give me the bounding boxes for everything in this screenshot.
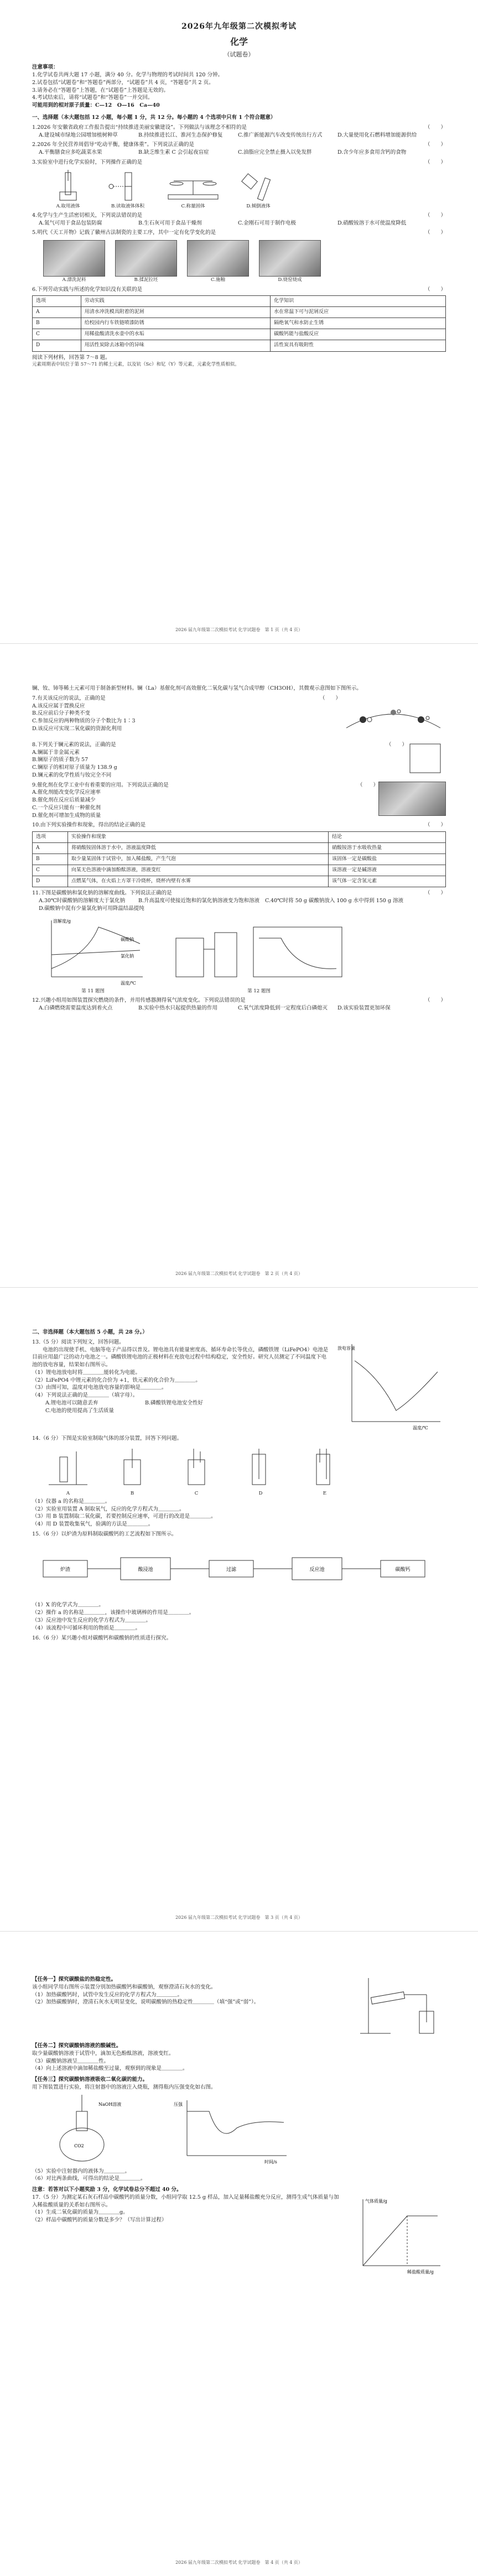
photo-throw-clay: B.揉泥拉坯	[115, 240, 177, 283]
question-7: 7.有关该反应的说法，正确的是 （ ） A.该反应属于置换反应 B.反应前后分子种类不变 C.参加反应的两种物质的分子个数比为 1∶3 D.该反应可实现二氧化碳的资源化利用	[32, 695, 446, 739]
apparatus-b: B	[107, 1446, 157, 1497]
table-header: 化学知识	[271, 296, 446, 307]
option: D.该反应可实现二氧化碳的资源化利用	[32, 725, 122, 732]
figure-pour-liquid: D.倾倒液体	[233, 170, 283, 210]
table-header: 选项	[33, 296, 81, 307]
figure-caption: 第 12 题图	[247, 988, 271, 994]
q13-passage: 电池的出现使手机、电脑等电子产品得以普及。锂电池具有能量密度高、循环寿命长等优点，磷酸铁锂（LiFePO4）电池是目前应用最广泛的动力电池之一。磷酸铁锂电池的正极材料在充放电过程中结构稳定，安全性好。研究人员测定了不同温度下电池的放电容量，结果如右图所示。	[32, 1346, 329, 1368]
option: B.持续推进长江、淮河生态保护修复	[138, 132, 223, 138]
figure-take-liquid: A.取用液体	[43, 170, 93, 210]
option: C.油脂应完全禁止摄入以免发胖	[238, 149, 312, 156]
option: B.生石灰可用于食品干燥剂	[138, 220, 202, 226]
option: C.一个反应只能有一种催化剂	[32, 804, 101, 811]
atomic-mass: 可能用到的相对原子质量：C—12 O—16 Ca—40	[32, 102, 160, 109]
x-axis-label: 温度/℃	[413, 1425, 428, 1430]
page-footer: 2026 届九年级第二次模拟考试 化学试题卷 第 4 页（共 4 页）	[175, 2560, 303, 2565]
sub-question: （4）用 D 装置收集氧气，验满的方法是＿＿＿＿。	[32, 1521, 154, 1528]
x-axis-label: 时间/s	[264, 2159, 277, 2164]
sub-question: （1）X 的化学式为＿＿＿＿。	[32, 1602, 104, 1609]
q10-table	[32, 831, 446, 887]
periodic-table-cell-icon	[407, 741, 446, 777]
figure-weigh-solid: C.称量固体	[163, 170, 224, 210]
curve-label-na2co3: 碳酸钠	[121, 936, 134, 942]
task-2-text: 取少量碳酸钠溶液于试管中，滴加无色酚酞溶液，溶液变红。	[32, 2050, 174, 2057]
option: C.金刚石可用于制作电极	[238, 220, 296, 226]
sub-question: （2）加热碳酸钠时，澄清石灰水无明显变化，说明碳酸钠的热稳定性＿＿＿＿（填“强”或“弱”）。	[32, 1999, 259, 2006]
flow-step: 过滤	[226, 1567, 237, 1573]
reading-material: 元素周期表中钪位于第 57～71 的稀土元素，以及钪（Sc）和钇（Y）等元素，元素化学性质相似。	[32, 362, 240, 368]
sub-question: （2）样品中碳酸钙的质量分数是多少？（写出计算过程）	[32, 2217, 167, 2224]
option: C.40℃时将 50 g 碳酸钠放入 100 g 水中得到 150 g 溶液	[265, 898, 403, 904]
apparatus-a: A	[43, 1446, 93, 1497]
reading-instruction: 阅读下列材料，回答第 7～8 题。	[32, 354, 111, 361]
subject-title: 化学	[230, 37, 248, 48]
question-6: 6.下列劳动实践与所述的化学知识没有关联的是 （ ） 选项 劳动实践 化学知识 A 用清水冲洗模具附着的泥屑 水在常温下可与泥屑反应 B 给校园内行车铁链喷漆防锈 隔绝氧气和水防止生锈 C 用稀盐酸清洗水壶中的水垢 碳酸钙能与盐酸反应 D 用活性炭除去冰箱中的异味 活性炭具有吸附性 阅读下列材料，回答第 7～8 题。 元素周期表中钪位于第 57～71 的稀土元素，以及钪（Sc）和钇（Y）等元素，元素化学性质相似。	[32, 286, 446, 368]
x-axis-label: 温度/℃	[121, 980, 136, 986]
table-header: 劳动实践	[81, 296, 270, 307]
page-footer: 2026 届九年级第二次模拟考试 化学试题卷 第 1 页（共 4 页）	[175, 627, 303, 633]
option: B.升高温度可使接近饱和的氯化钠溶液变为饱和溶液	[138, 898, 260, 904]
task-3-text: 用下图装置进行实验，将注射器中的溶液注入烧瓶，测得瓶内压强变化如右图。	[32, 2084, 216, 2090]
option: A.该反应属于置换反应	[32, 702, 85, 709]
option: D.硝酸铵溶于水可使温度降低	[337, 220, 407, 226]
option: C.推广新能源汽车改变传统出行方式	[238, 132, 323, 138]
table-header: 选项	[33, 832, 68, 843]
sub-question: （6）对比两条曲线，可得出的结论是＿＿＿＿。	[32, 2176, 146, 2182]
option: D.该实验装置更加环保	[337, 1005, 391, 1011]
question-16-intro: 16.（6 分）某兴趣小组对碳酸钙和碳酸钠的性质进行探究。	[32, 1635, 172, 1641]
notice-item: 4.考试结束后，请将“试题卷”和“答题卷”一并交回。	[32, 95, 153, 101]
sub-question: （3）碳酸钠溶液呈＿＿＿＿性。	[32, 2058, 110, 2064]
porcelain-process-photos	[43, 240, 446, 283]
question-13: 13.（5 分）阅读下列短文，回答问题。 电池的出现使手机、电脑等电子产品得以普及。锂电池具有能量密度高、循环寿命长等优点，磷酸铁锂（LiFePO4）电池是目前应用最广泛的动力电池之一。磷酸铁锂电池的正极材料在充放电过程中结构稳定，安全性好。研究人员测定了不同温度下电池的放电容量，结果如右图所示。 （1）锂电池放电时将＿＿＿＿能转化为电能。 （2）LiFePO4 中锂元素的化合价为 +1，铁元素的化合价为＿＿＿＿。 （3）由图可知，温度对电池放电容量的影响是＿＿＿＿。 （4）下列说法正确的是＿＿＿＿（填字母）。 A.锂电池可以随意丢弃 B.磷酸铁锂电池安全性好 C.电池的使用提高了生活质量 放电容量 温度/℃	[32, 1339, 446, 1433]
reaction-micro-diagram	[341, 695, 446, 739]
option: B.实验中热水只起提供热量的作用	[138, 1005, 218, 1011]
table-row: A 将硝酸铵固体溶于水中，溶液温度降低 硝酸铵溶于水吸收热量	[33, 843, 446, 854]
combustion-apparatus	[170, 916, 347, 988]
option: D.含少年应多食用含钙的食物	[337, 149, 407, 156]
sub-question: （1）加热碳酸钙时，试管中发生反应的化学方程式为＿＿＿＿。	[32, 1991, 183, 1998]
q13-capacity-chart	[335, 1339, 446, 1433]
question-4: 4.化学与生产生活密切相关，下列说法错误的是 （ ） A.氮气可用于食品包装防腐 B.生石灰可用于食品干燥剂 C.金刚石可用于制作电极 D.硝酸铵溶于水可使温度降低	[32, 212, 446, 226]
option: A.平衡膳食应多吃蔬菜水果	[39, 149, 102, 156]
task-3-title: 【任务三】探究碳酸钠溶液吸收二氧化碳的能力。	[32, 2077, 148, 2083]
option: A.白磷燃烧需要温度达到着火点	[39, 1005, 113, 1011]
question-12: 12.兴趣小组用如图装置探究燃烧的条件，并用传感器测得氧气浓度变化。下列说法错误的是 （ ） A.白磷燃烧需要温度达到着火点 B.实验中热水只起提供热量的作用 C.氧气浓度降低到一定程度后白磷熄灭 D.该实验装置更加环保	[32, 997, 446, 1011]
curve-label-nacl: 氯化钠	[121, 953, 134, 959]
page-2	[0, 644, 478, 1288]
exam-title: 2026年九年级第二次模拟考试	[181, 22, 297, 31]
option: A.建设城市绿地公园增加植树种草	[39, 132, 118, 138]
task-3-figures	[43, 2095, 446, 2167]
flask-apparatus	[43, 2095, 137, 2167]
table-row: A 用清水冲洗模具附着的泥屑 水在常温下可与泥屑反应	[33, 307, 446, 318]
sub-question: （3）用 B 装置制取二氧化碳，若要控制反应速率，可进行的改进是＿＿＿＿。	[32, 1513, 216, 1520]
option: A.锂电池可以随意丢弃	[45, 1399, 98, 1406]
sub-question: （2）操作 a 的名称是＿＿＿＿，该操作中玻璃棒的作用是＿＿＿＿。	[32, 1610, 195, 1616]
section-1-title: 一、选择题（本大题包括 12 小题，每小题 1 分，共 12 分。每小题的 4 个选项中只有 1 个符合题意）	[32, 115, 276, 121]
apparatus-e: E	[300, 1446, 350, 1497]
option: B.磷酸铁锂电池安全性好	[145, 1399, 204, 1406]
bonus-attention: 注意：若答对以下小题奖励 3 分，化学试卷总分不超过 40 分。	[32, 2187, 182, 2193]
flow-step: 碳酸钙	[395, 1567, 411, 1573]
table-row: C 向某无色溶液中滴加酚酞溶液，溶液变红 该溶液一定是碱溶液	[33, 865, 446, 876]
page-1	[0, 0, 478, 644]
question-15: 15.（6 分）以炉渣为原料制取碳酸钙的工艺流程如下图所示。 炉渣 酸浸池 过滤 反应池 碳酸钙 （1）X 的化学式为＿＿＿＿。 （2）操作 a 的名称是＿＿＿＿，该操作中玻璃棒的作用是＿＿＿＿。 （3）反应池中发生反应的化学方程式为＿＿＿＿。 （4）该流程中可循环利用的物质是＿＿＿＿。	[32, 1531, 446, 1632]
catalyst-photo	[378, 782, 446, 816]
apparatus-d: D	[236, 1446, 285, 1497]
photo-fire-kiln: D.烧窑烧成	[259, 240, 321, 283]
flow-step: 炉渣	[60, 1567, 71, 1573]
table-header: 结论	[329, 832, 446, 843]
option: D.催化剂可增加生成物的质量	[32, 812, 101, 819]
sub-question: （2）实验室用装置 A 制取氧气，反应的化学方程式为＿＿＿＿。	[32, 1506, 185, 1512]
page-footer: 2026 届九年级第二次模拟考试 化学试题卷 第 2 页（共 4 页）	[175, 1271, 303, 1277]
task-1-text: 该小组同学用右图所示装置分别加热碳酸钙和碳酸钠，观察澄清石灰水的变化。	[32, 1984, 216, 1990]
q15-process-flow	[32, 1538, 441, 1599]
paper-label: （试题卷）	[224, 51, 254, 59]
question-5: 5.明代《天工开物》记载了徽州古法制瓷的主要工序，其中一定有化学变化的是 （ ） A.漂洗泥料 B.揉泥拉坯 C.施釉 D.烧窑烧成	[32, 230, 446, 283]
co2-label: CO2	[74, 2143, 84, 2148]
question-2: 2.2026 年全民营养周倡导“吃动平衡，健康体重”。下列说法正确的是 （ ） A.平衡膳食应多吃蔬菜水果 B.缺乏维生素 C 会引起夜盲症 C.油脂应完全禁止摄入以免发胖 D.含少年应多食用含钙的食物	[32, 142, 446, 156]
sub-question: （5）实验中注射器内的液体为＿＿＿＿。	[32, 2168, 131, 2174]
figure-read-volume: B.读取液体体积	[103, 170, 153, 210]
heating-apparatus	[357, 1973, 446, 2039]
q7-material: 镧、钕、铈等稀土元素可用于制备新型材料。镧（La）基催化剂可高效催化二氧化碳与氢气合成甲醇（CH3OH），其微观示意图如下图所示。	[32, 685, 362, 691]
option: A.30℃时碳酸钠的溶解度大于氯化钠	[39, 898, 126, 904]
x-axis-label: 稀盐酸质量/g	[407, 2269, 434, 2275]
notice-item: 1.化学试卷共两大题 17 小题，满分 40 分。化学与物理的考试时间共 120 分钟。	[32, 72, 223, 79]
option: D.镧元素的化学性质与钕完全不同	[32, 772, 112, 778]
option: A.氮气可用于食品包装防腐	[39, 220, 102, 226]
page-footer: 2026 届九年级第二次模拟考试 化学试题卷 第 3 页（共 4 页）	[175, 1915, 303, 1921]
task-2-title: 【任务二】探究碳酸钠溶液的酸碱性。	[32, 2043, 122, 2049]
y-axis-label: 溶解度/g	[53, 918, 71, 924]
question-1: 1.2026 年安徽省政府工作报告提出“持续推进美丽安徽建设”。下列做法与该理念不相符的是 （ ） A.建设城市绿地公园增加植树种草 B.持续推进长江、淮河生态保护修复 C.推广新能源汽车改变传统出行方式 D.大量使用化石燃料增加能源供给	[32, 124, 446, 138]
sub-question: （4）向上述溶液中滴加稀盐酸至过量，观察到的现象是＿＿＿＿。	[32, 2065, 188, 2072]
task-1-block	[32, 1973, 446, 2039]
option: D.大量使用化石燃料增加能源供给	[337, 132, 417, 138]
table-row: B 给校园内行车铁链喷漆防锈 隔绝氧气和水防止生锈	[33, 318, 446, 329]
page-3	[0, 1288, 478, 1932]
sub-question: （3）由图可知，温度对电池放电容量的影响是＿＿＿＿。	[32, 1385, 167, 1391]
gas-mass-chart	[346, 2194, 446, 2277]
figure-caption: 第 11 题图	[81, 988, 105, 994]
question-17: 17.（5 分）为测定某石灰石样品中碳酸钙的质量分数，小组同学取 12.5 g 样品，加入足量稀盐酸充分反应，测得生成气体质量与加入稀盐酸质量的关系如右图所示。 （1）生成二氧化碳的质量为＿＿＿＿g。 （2）样品中碳酸钙的质量分数是多少？（写出计算过程） 气体质量/g 稀盐酸质量/g	[32, 2194, 446, 2277]
option: D.碳酸钠中混有少量氯化钠可用降温结晶提纯	[39, 905, 144, 912]
sub-question: （2）LiFePO4 中锂元素的化合价为 +1，铁元素的化合价为＿＿＿＿。	[32, 1377, 201, 1383]
photo-glaze: C.施釉	[187, 240, 249, 283]
table-row: D 用活性炭除去冰箱中的异味 活性炭具有吸附性	[33, 340, 446, 351]
sub-question: （1）生成二氧化碳的质量为＿＿＿＿g。	[32, 2209, 128, 2216]
apparatus-c: C	[172, 1446, 221, 1497]
y-axis-label: 气体质量/g	[365, 2198, 387, 2204]
flow-step: 反应池	[309, 1567, 325, 1573]
question-10: 10.由下列实验操作和现象，得出的结论正确的是 （ ） 选项 实验操作和现象 结论 A 将硝酸铵固体溶于水中，溶液温度降低 硝酸铵溶于水吸收热量 B 取少量某固体于试管中，加入稀盐酸，产生气泡 该固体一定是碳酸盐 C 向某无色溶液中滴加酚酞溶液，溶液变红 该溶液一定是碱溶液 D 点燃某气体，在火焰上方罩干冷烧杯，烧杯内壁有水雾 该气体一定含氢元素	[32, 821, 446, 887]
option: B.镧原子的质子数为 57	[32, 757, 89, 763]
question-11: 11.下图是碳酸钠和氯化钠的溶解度曲线。下列说法正确的是 （ ） A.30℃时碳酸钠的溶解度大于氯化钠 B.升高温度可使接近饱和的氯化钠溶液变为饱和溶液 C.40℃时将 50 g 碳酸钠放入 100 g 水中得到 150 g 溶液 D.碳酸钠中混有少量氯化钠可用降温结晶提纯	[32, 890, 446, 912]
table-header: 实验操作和现象	[67, 832, 328, 843]
solubility-curve-chart	[38, 916, 148, 988]
photo-wash-clay: A.漂洗泥料	[43, 240, 105, 283]
sub-question: （1）仪器 a 的名称是＿＿＿＿。	[32, 1498, 111, 1505]
q11-q12-figures	[38, 916, 446, 995]
question-8: 8.下列关于镧元素的说法，正确的是 （ ） A.镧属于非金属元素 B.镧原子的质子数为 57 C.镧原子的相对原子质量为 138.9 g D.镧元素的化学性质与钕完全不同	[32, 741, 446, 779]
sub-question: （3）反应池中发生反应的化学方程式为＿＿＿＿。	[32, 1617, 152, 1623]
lab-operation-figures	[43, 170, 446, 210]
section-2-title: 二、非选择题（本大题包括 5 小题，共 28 分。）	[32, 1329, 148, 1335]
notice-item: 3.请务必在“答题卷”上答题，在“试题卷”上答题是无效的。	[32, 87, 169, 93]
option: C.参加反应的两种物质的分子个数比为 1∶3	[32, 718, 136, 725]
option: A.镧属于非金属元素	[32, 749, 80, 756]
sub-question: （4）该流程中可循环利用的物质是＿＿＿＿。	[32, 1625, 141, 1631]
y-axis-label: 放电容量	[337, 1345, 355, 1351]
sub-question: （4）下列说法正确的是＿＿＿＿（填字母）。	[32, 1392, 138, 1399]
option: C.镧原子的相对原子质量为 138.9 g	[32, 764, 117, 771]
combustion-apparatus-figure	[170, 916, 347, 995]
notice-title: 注意事项：	[32, 64, 59, 71]
pressure-chart	[170, 2095, 292, 2167]
naoh-label: NaOH溶液	[98, 2101, 122, 2107]
question-3: 3.实验室中进行化学实验时，下列操作正确的是 （ ） A.取用液体 B.读取液体体积 C.称量固体 D.倾倒液体	[32, 159, 446, 209]
option: B.缺乏维生素 C 会引起夜盲症	[138, 149, 209, 156]
flow-step: 酸浸池	[138, 1567, 153, 1573]
sub-question: （1）锂电池放电时将＿＿＿＿能转化为电能。	[32, 1369, 141, 1376]
q14-apparatus-row	[43, 1446, 446, 1497]
table-row: C 用稀盐酸清洗水壶中的水垢 碳酸钙能与盐酸反应	[33, 329, 446, 340]
option: B.催化剂在反应后质量减少	[32, 797, 96, 804]
task-1-title: 【任务一】探究碳酸盐的热稳定性。	[32, 1976, 117, 1982]
table-row: B 取少量某固体于试管中，加入稀盐酸，产生气泡 该固体一定是碳酸盐	[33, 854, 446, 865]
option: A.催化剂能改变化学反应速率	[32, 789, 101, 796]
question-9: 9.催化剂在化学工业中有着重要的应用。下列说法正确的是 （ ） A.催化剂能改变化学反应速率 B.催化剂在反应后质量减少 C.一个反应只能有一种催化剂 D.催化剂可增加生成物的质量	[32, 782, 446, 820]
y-axis-label: 压强	[174, 2101, 183, 2107]
option: C.氧气浓度降低到一定程度后白磷熄灭	[238, 1005, 328, 1011]
solubility-curve-figure	[38, 916, 148, 995]
notice-item: 2.试卷包括“试题卷”和“答题卷”两部分，“试题卷”共 4 页，“答题卷”共 2 页。	[32, 79, 214, 86]
question-14: 14.（6 分）下图是实验室制取气体的部分装置，回答下列问题。 A B C D E （1）仪器 a 的名称是＿＿＿＿。 （2）实验室用装置 A 制取氧气，反应的化学方程式为＿＿＿＿。 （3）用 B 装置制取二氧化碳，若要控制反应速率，可进行的改进是＿＿＿＿。 （4）用 D 装置收集氧气，验满的方法是＿＿＿＿。	[32, 1435, 446, 1528]
option: C.电池的使用提高了生活质量	[45, 1407, 114, 1414]
page-4	[0, 1932, 478, 2576]
table-row: D 点燃某气体，在火焰上方罩干冷烧杯，烧杯内壁有水雾 该气体一定含氢元素	[33, 876, 446, 887]
option: B.反应前后分子种类不变	[32, 710, 91, 717]
q6-table	[32, 295, 446, 351]
